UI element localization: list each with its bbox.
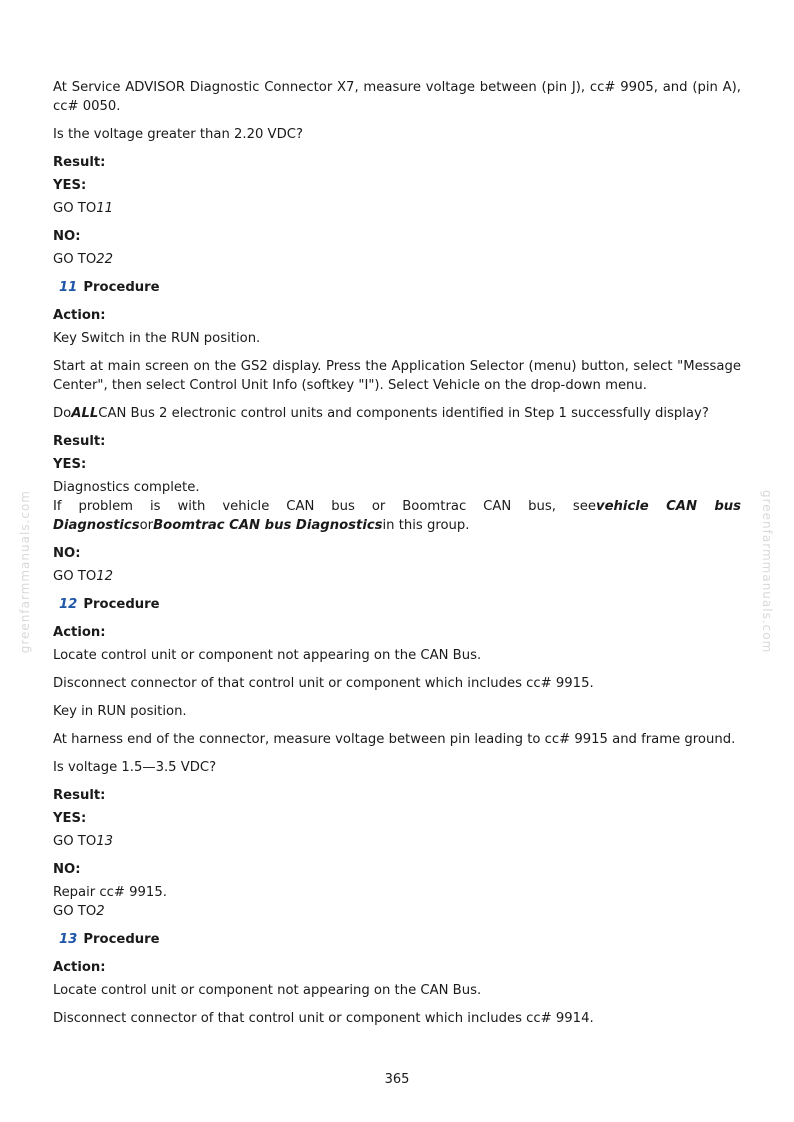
procedure-title: Procedure xyxy=(83,280,160,295)
action-text: At harness end of the connector, measure voltage between pin leading to cc# 9915 and frame ground. xyxy=(53,732,736,747)
result-label: Result: xyxy=(53,788,106,803)
action-label: Action: xyxy=(53,625,106,640)
goto-text: GO TO xyxy=(53,834,97,849)
in-group-text: in this group. xyxy=(382,518,470,533)
boomtrac-can-bus-link[interactable]: Boomtrac CAN bus Diagnostics xyxy=(153,518,383,533)
action-text: Locate control unit or component not appearing on the CAN Bus. xyxy=(53,648,482,663)
yes-label: YES: xyxy=(53,811,87,826)
goto-yes xyxy=(53,199,741,218)
goto-text: GO TO xyxy=(53,569,97,584)
step-number: 13 xyxy=(59,932,78,947)
action-label: Action: xyxy=(53,308,106,323)
step-12-no-block xyxy=(53,883,741,921)
goto-yes xyxy=(53,832,741,851)
goto-step-link[interactable]: 2 xyxy=(96,904,105,919)
goto-step-link[interactable]: 12 xyxy=(96,569,114,584)
step-11-question xyxy=(53,404,741,423)
goto-no xyxy=(53,250,741,269)
action-text: Key Switch in the RUN position. xyxy=(53,331,261,346)
procedure-title: Procedure xyxy=(83,597,160,612)
goto-text: GO TO xyxy=(53,201,97,216)
action-label: Action: xyxy=(53,960,106,975)
or-text: or xyxy=(139,518,154,533)
step-number: 12 xyxy=(59,597,78,612)
yes-label: YES: xyxy=(53,457,87,472)
action-text: Disconnect connector of that control unit or component which includes cc# 9915. xyxy=(53,676,594,691)
goto-step-link[interactable]: 22 xyxy=(96,252,114,267)
step-12-question: Is voltage 1.5—3.5 VDC? xyxy=(53,760,217,775)
action-text: Disconnect connector of that control unit or component which includes cc# 9914. xyxy=(53,1011,594,1026)
no-label: NO: xyxy=(53,229,81,244)
step-11-heading xyxy=(53,278,741,297)
goto-step-link[interactable]: 13 xyxy=(96,834,114,849)
voltage-question: Is the voltage greater than 2.20 VDC? xyxy=(53,127,303,142)
question-text: CAN Bus 2 electronic control units and components identified in Step 1 successfully display? xyxy=(98,406,709,421)
procedure-title: Procedure xyxy=(83,932,160,947)
action-text: Locate control unit or component not appearing on the CAN Bus. xyxy=(53,983,482,998)
see-text: If problem is with vehicle CAN bus or Boomtrac CAN bus, see xyxy=(53,499,596,514)
result-label: Result: xyxy=(53,434,106,449)
yes-label: YES: xyxy=(53,178,87,193)
diagnostics-complete: Diagnostics complete. xyxy=(53,480,200,495)
goto-step-link[interactable]: 11 xyxy=(96,201,114,216)
measure-instruction: At Service ADVISOR Diagnostic Connector X7, measure voltage between (pin J), cc# 9905, and (pin A), cc# 0050. xyxy=(53,80,741,114)
action-text: Key in RUN position. xyxy=(53,704,187,719)
emphasis-all: ALL xyxy=(71,406,99,421)
repair-text: Repair cc# 9915. xyxy=(53,885,167,900)
no-label: NO: xyxy=(53,546,81,561)
vehicle-can-bus-link[interactable]: vehicle CAN bus Diagnostics xyxy=(53,499,741,533)
page-number: 365 xyxy=(384,1072,410,1087)
step-number: 11 xyxy=(59,280,78,295)
question-prefix: Do xyxy=(53,406,72,421)
action-text: Start at main screen on the GS2 display. Press the Application Selector (menu) button, select "Message Center", then select Control Unit Info (softkey "I"). Select Vehicle on the drop-down menu. xyxy=(53,359,741,393)
step-11-yes-block xyxy=(53,478,741,535)
watermark-left: greenfarmmanuals.com xyxy=(18,490,32,654)
no-label: NO: xyxy=(53,862,81,877)
step-13-heading xyxy=(53,930,741,949)
step-12-heading xyxy=(53,595,741,614)
step-11-yes-more xyxy=(53,497,741,535)
result-label: Result: xyxy=(53,155,106,170)
goto-text: GO TO xyxy=(53,904,97,919)
goto-no xyxy=(53,902,741,921)
goto-text: GO TO xyxy=(53,252,97,267)
goto-no xyxy=(53,567,741,586)
watermark-right: greenfarmmanuals.com xyxy=(760,490,774,654)
page-content xyxy=(53,78,741,1037)
